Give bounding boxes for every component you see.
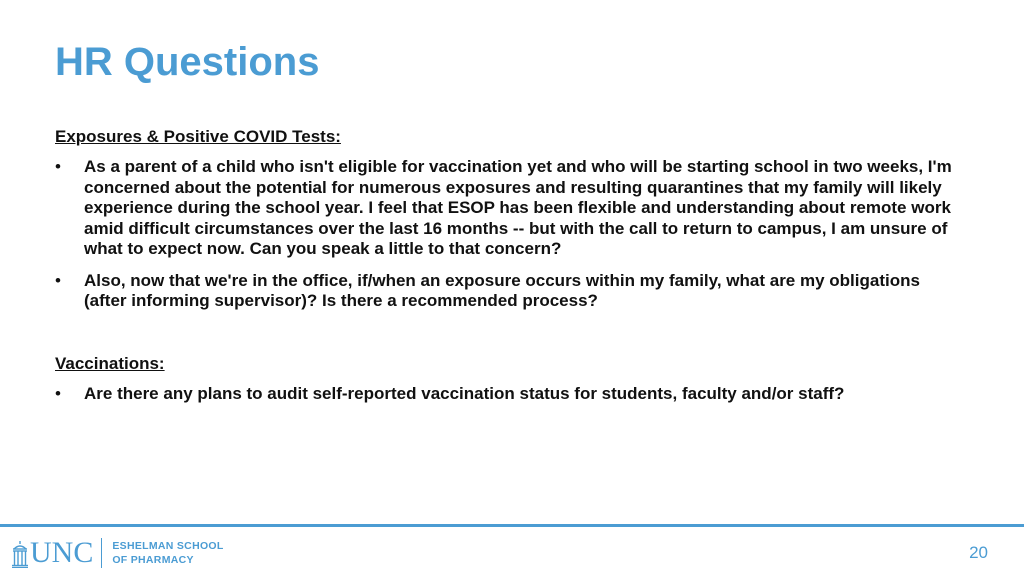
unc-logo xyxy=(11,536,224,570)
list-item xyxy=(55,271,955,312)
list-item xyxy=(55,157,955,260)
section-heading: Exposures & Positive COVID Tests: xyxy=(55,127,341,146)
school-name-line1: ESHELMAN SCHOOL xyxy=(112,540,224,552)
slide-content xyxy=(55,126,955,415)
page-number: 20 xyxy=(969,543,988,562)
bullet-text: Also, now that we're in the office, if/when an exposure occurs within my family, what are my obligations (after informing supervisor)? Is there a recommended process? xyxy=(84,270,920,310)
bullet-icon: • xyxy=(55,383,61,403)
section-vaccinations xyxy=(55,353,955,405)
logo-divider xyxy=(101,538,102,568)
school-name xyxy=(112,539,223,567)
bullet-list xyxy=(55,157,955,312)
bullet-list xyxy=(55,384,955,405)
old-well-icon xyxy=(11,540,29,568)
section-exposures xyxy=(55,126,955,312)
bullet-text: As a parent of a child who isn't eligible for vaccination yet and who will be starting school in two weeks, I'm concerned about the potential for numerous exposures and resulting quarantines that my family will likely experience during the school year. I feel that ESOP has been flexible and understanding about remote work amid difficult circumstances over the last 16 months -- but with the call to return to campus, I am unsure of what to expect now. Can you speak a little to that concern? xyxy=(84,157,952,258)
bullet-icon: • xyxy=(55,270,61,290)
slide-title: HR Questions xyxy=(55,40,320,84)
school-name-line2: OF PHARMACY xyxy=(112,554,194,566)
footer-divider xyxy=(0,524,1024,527)
list-item xyxy=(55,384,955,405)
section-spacer xyxy=(55,323,955,353)
section-heading: Vaccinations: xyxy=(55,353,165,373)
bullet-icon: • xyxy=(55,157,61,176)
logo-text: UNC xyxy=(30,536,94,569)
bullet-text: Are there any plans to audit self-reported vaccination status for students, faculty and/or staff? xyxy=(84,383,845,403)
logo-mark xyxy=(11,538,93,568)
